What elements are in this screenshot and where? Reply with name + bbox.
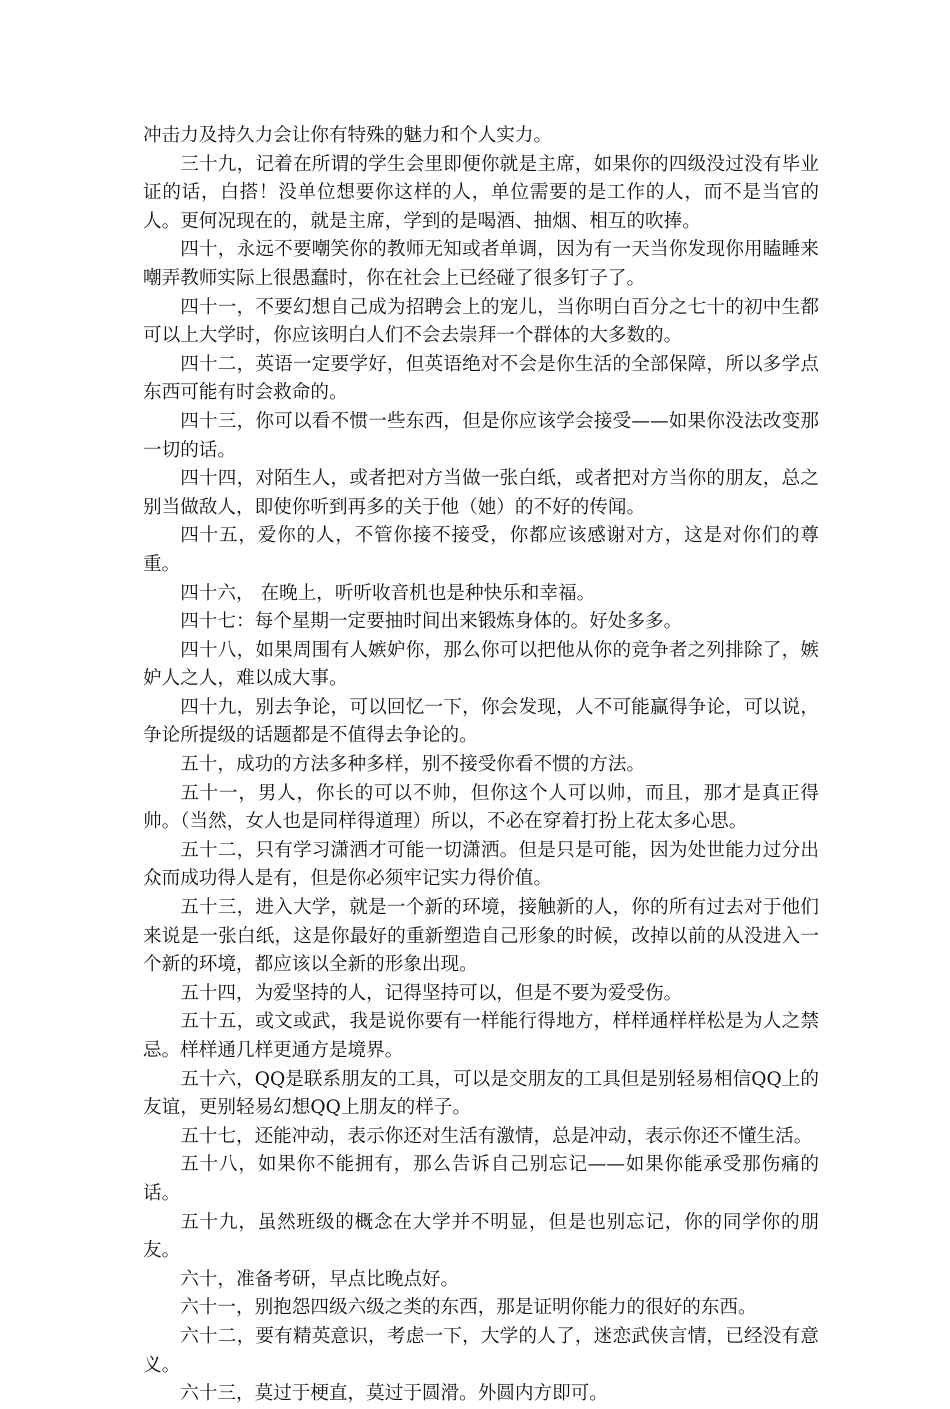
- paragraph-48: 四十八，如果周围有人嫉妒你，那么你可以把他从你的竞争者之列排除了，嫉妒人之人，难以成大事。: [143, 639, 819, 690]
- paragraph-60: 六十，准备考研，早点比晚点好。: [180, 1268, 460, 1290]
- paragraph-50: 五十，成功的方法多种多样，别不接受你看不惯的方法。: [180, 754, 646, 776]
- paragraph-43: 四十三，你可以看不惯一些东西，但是你应该学会接受——如果你没法改变那一切的话。: [143, 410, 819, 461]
- paragraph-57: 五十七，还能冲动，表示你还对生活有激情，总是冲动，表示你还不懂生活。: [180, 1125, 813, 1147]
- paragraph-39: 三十九，记着在所谓的学生会里即便你就是主席，如果你的四级没过没有毕业证的话，白搭！没单位想要你这样的人，单位需要的是工作的人，而不是当官的人。更何况现在的，就是主席，学到的是喝酒、抽烟、相互的吹捧。: [143, 153, 819, 232]
- paragraph-62: 六十二，要有精英意识，考虑一下，大学的人了，迷恋武侠言情，已经没有意义。: [143, 1325, 819, 1376]
- paragraph-continuation: 冲击力及持久力会让你有特殊的魅力和个人实力。: [143, 125, 553, 146]
- paragraph-40: 四十，永远不要嘲笑你的教师无知或者单调，因为有一天当你发现你用瞌睡来嘲弄教师实际上很愚蠢时，你在社会上已经碰了很多钉子了。: [143, 239, 819, 289]
- paragraph-47: 四十七：每个星期一定要抽时间出来锻炼身体的。好处多多。: [180, 611, 683, 633]
- paragraph-53: 五十三，进入大学，就是一个新的环境，接触新的人，你的所有过去对于他们来说是一张白纸，这是你最好的重新塑造自己形象的时候，改掉以前的从没进入一个新的环境，都应该以全新的形象出现。: [143, 897, 819, 976]
- paragraph-45: 四十五，爱你的人，不管你接不接受，你都应该感谢对方，这是对你们的尊重。: [143, 525, 819, 575]
- paragraph-56: 五十六，QQ是联系朋友的工具，可以是交朋友的工具但是别轻易相信QQ上的友谊，更别轻易幻想QQ上朋友的样子。: [143, 1068, 819, 1119]
- paragraph-63: 六十三，莫过于梗直，莫过于圆滑。外圆内方即可。: [180, 1383, 608, 1405]
- paragraph-51: 五十一，男人，你长的可以不帅，但你这个人可以帅，而且，那才是真正得帅。（当然，女人也是同样得道理）所以，不必在穿着打扮上花太多心思。: [143, 782, 819, 833]
- paragraph-44: 四十四，对陌生人，或者把对方当做一张白纸，或者把对方当你的朋友，总之别当做敌人，即使你听到再多的关于他（她）的不好的传闻。: [143, 468, 819, 518]
- paragraph-41: 四十一，不要幻想自己成为招聘会上的宠儿，当你明白百分之七十的初中生都可以上大学时，你应该明白人们不会去崇拜一个群体的大多数的。: [143, 296, 819, 347]
- paragraph-55: 五十五，或文或武，我是说你要有一样能行得地方，样样通样样松是为人之禁忌。样样通几样更通方是境界。: [143, 1011, 819, 1061]
- paragraph-52: 五十二，只有学习潇洒才可能一切潇洒。但是只是可能，因为处世能力过分出众而成功得人是有，但是你必须牢记实力得价值。: [143, 839, 819, 890]
- paragraph-46: 四十六， 在晚上，听听收音机也是种快乐和幸福。: [180, 582, 596, 604]
- document-body: [143, 122, 819, 1409]
- paragraph-61: 六十一，别抱怨四级六级之类的东西，那是证明你能力的很好的东西。: [180, 1297, 757, 1319]
- paragraph-58: 五十八，如果你不能拥有，那么告诉自己别忘记——如果你能承受那伤痛的话。: [143, 1154, 819, 1204]
- paragraph-54: 五十四，为爱坚持的人，记得坚持可以，但是不要为爱受伤。: [180, 982, 683, 1004]
- paragraph-42: 四十二，英语一定要学好，但英语绝对不会是你生活的全部保障，所以多学点东西可能有时会救命的。: [143, 353, 819, 404]
- paragraph-49: 四十九，别去争论，可以回忆一下，你会发现，人不可能赢得争论，可以说，争论所提级的话题都是不值得去争论的。: [143, 696, 819, 747]
- paragraph-59: 五十九，虽然班级的概念在大学并不明显，但是也别忘记，你的同学你的朋友。: [143, 1211, 819, 1262]
